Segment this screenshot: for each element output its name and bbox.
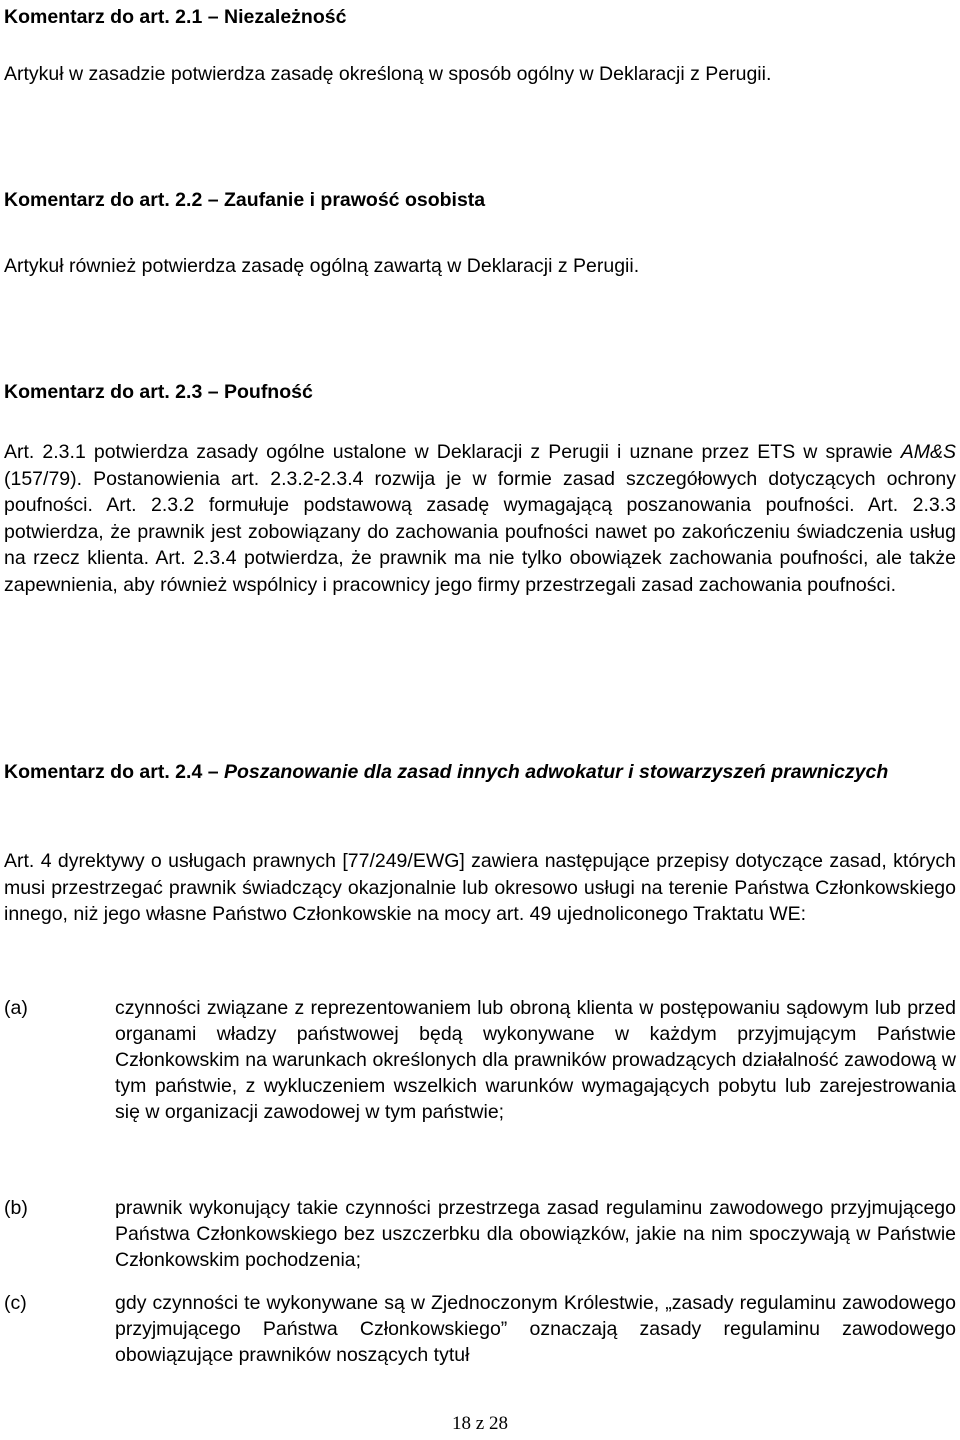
list-item-label: (c) bbox=[4, 1292, 27, 1314]
section-heading-2-1 bbox=[4, 3, 956, 31]
body-text: (157/79). Postanowienia art. 2.3.2-2.3.4 rozwija je w formie zasad szczegółowych dotyczących ochrony poufności. Art. 2.3.2 formułuje podstawową zasadę wymagającą poszanowania poufności. Art. 2.3.3 potwierdza, że prawnik jest zobowiązany do zachowania poufności nawet po zakończeniu świadczenia usług na rzecz klienta. Art. 2.3.4 potwierdza, że prawnik ma nie tylko obowiązek zachowania poufności, ale także zapewnienia, aby również wspólnicy i pracownicy jego firmy przestrzegali zasad zachowania poufności. bbox=[4, 467, 956, 596]
heading-title: Zaufanie i prawość osobista bbox=[223, 189, 486, 211]
section-heading-2-2 bbox=[4, 186, 956, 214]
list-item-label: (a) bbox=[4, 997, 28, 1019]
section-body-2-2: Artykuł również potwierdza zasadę ogólną zawartą w Deklaracji z Perugii. bbox=[4, 255, 640, 277]
section-body-2-3 bbox=[4, 439, 956, 598]
section-body-2-4: Art. 4 dyrektywy o usługach prawnych [77/249/EWG] zawiera następujące przepisy dotyczące zasad, których musi przestrzegać prawnik świadczący okazjonalnie lub okresowo usługi na terenie Państwa Członkowskiego innego, niż jego własne Państwo Członkowskie na mocy art. 49 ujednoliconego Traktatu WE: bbox=[4, 850, 956, 925]
body-text: Art. 2.3.1 potwierdza zasady ogólne ustalone w Deklaracji z Perugii i uznane przez ETS w sprawie bbox=[4, 441, 901, 463]
heading-prefix: Komentarz do art. 2.1 – bbox=[4, 6, 224, 28]
list-item-text: gdy czynności te wykonywane są w Zjednoczonym Królestwie, „zasady regulaminu zawodowego przyjmującego Państwa Członkowskiego” oznaczają zasady regulaminu zawodowego obowiązujące prawników noszących tytuł bbox=[115, 1292, 956, 1366]
case-name: AM&S bbox=[900, 441, 956, 463]
section-heading-2-4 bbox=[4, 758, 956, 786]
list-item-text: czynności związane z reprezentowaniem lub obroną klienta w postępowaniu sądowym lub przed organami władzy państwowej będą wykonywane w każdym przyjmującym Państwie Członkowskim na warunkach określonych dla prawników prowadzących działalność zawodową w tym państwie, z wykluczeniem wszelkich warunków wymagających pobytu lub zarejestrowania się w organizacji zawodowej w tym państwie; bbox=[115, 997, 956, 1123]
heading-title: Poszanowanie dla zasad innych adwokatur i stowarzyszeń prawniczych bbox=[223, 761, 889, 783]
heading-prefix: Komentarz do art. 2.2 – bbox=[4, 189, 224, 211]
section-heading-2-3 bbox=[4, 378, 956, 406]
list-item-text: prawnik wykonujący takie czynności przestrzega zasad regulaminu zawodowego przyjmującego Państwa Członkowskiego bez uszczerbku dla obowiązków, jakie na nim spoczywają w Państwie Członkowskim pochodzenia; bbox=[115, 1197, 956, 1271]
section-body-2-1: Artykuł w zasadzie potwierdza zasadę określoną w sposób ogólny w Deklaracji z Perugii. bbox=[4, 63, 772, 85]
page-number: 18 z 28 bbox=[452, 1413, 508, 1434]
heading-title: Poufność bbox=[223, 381, 313, 403]
heading-title: Niezależność bbox=[223, 6, 347, 28]
list-item-label: (b) bbox=[4, 1197, 28, 1219]
heading-prefix: Komentarz do art. 2.4 – bbox=[4, 761, 224, 783]
heading-prefix: Komentarz do art. 2.3 – bbox=[4, 381, 224, 403]
